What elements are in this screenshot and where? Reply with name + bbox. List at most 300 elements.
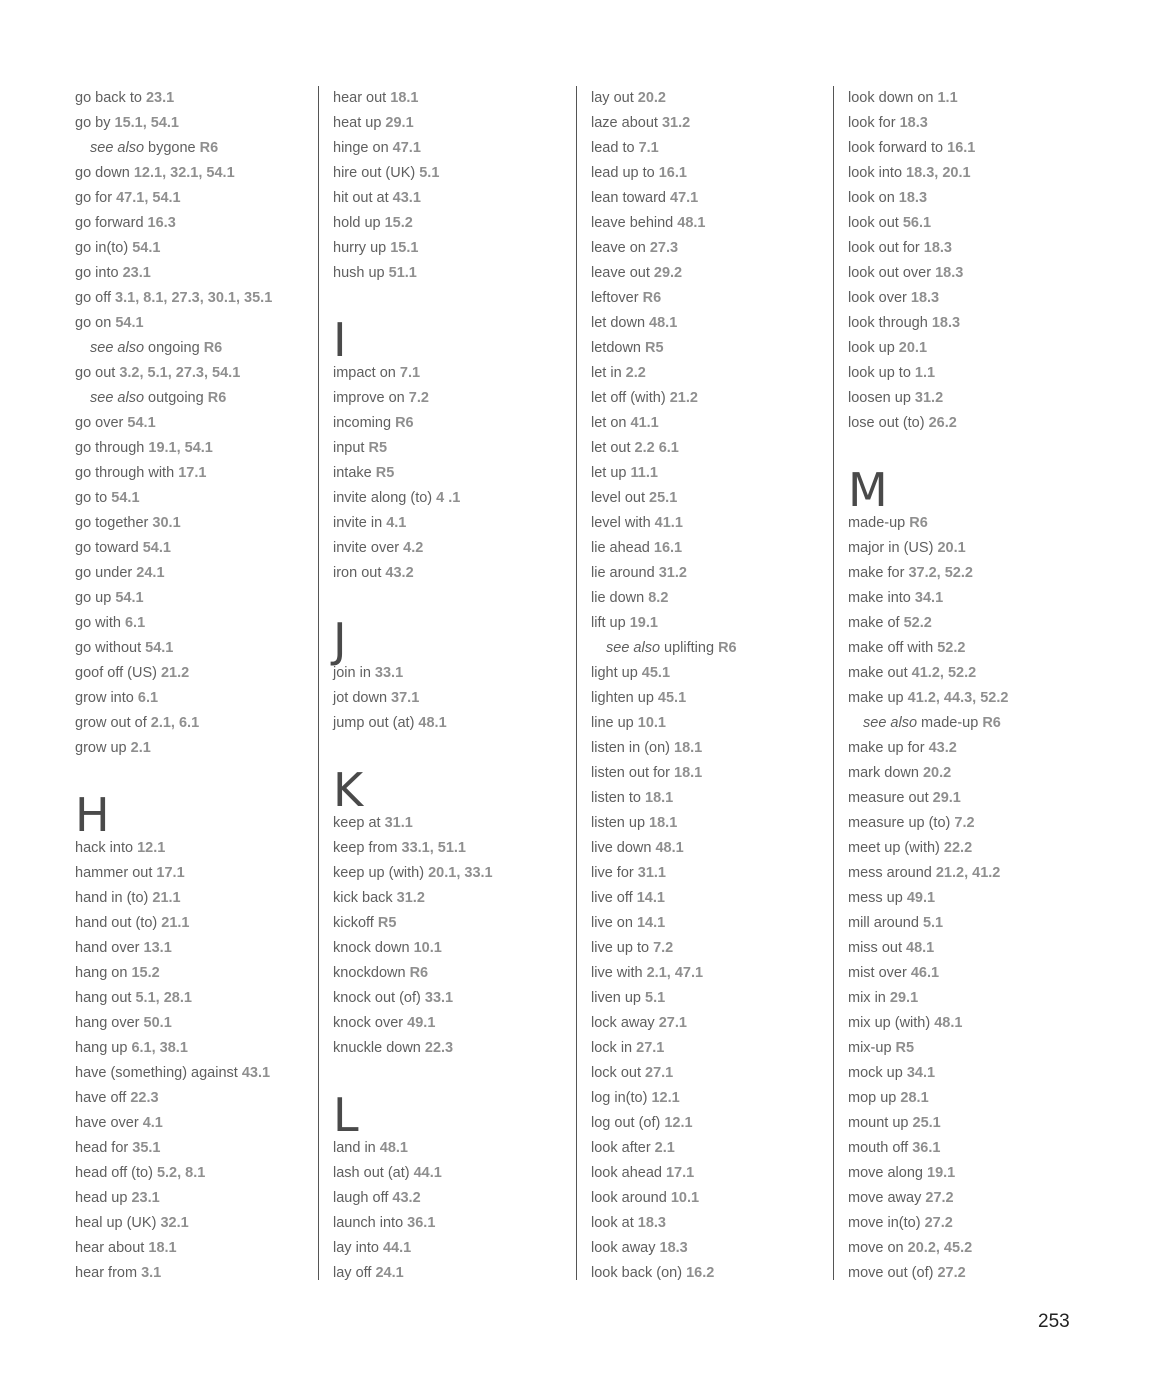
index-entry	[333, 1211, 563, 1236]
entry-references: 10.1	[637, 715, 666, 731]
entry-references: 37.2, 52.2	[908, 565, 973, 581]
index-entry	[75, 411, 305, 436]
entry-references: 6.1	[124, 615, 146, 631]
section-letter-heading: L	[333, 1088, 359, 1142]
entry-references: 37.1	[391, 690, 420, 706]
entry-references: 28.1	[900, 1090, 929, 1106]
entry-term: look after	[591, 1140, 655, 1156]
entry-term: leave out	[591, 265, 654, 281]
index-entry	[848, 636, 1078, 661]
index-entry	[591, 111, 821, 136]
entry-term: let out	[591, 440, 635, 456]
entry-term: go off	[75, 290, 116, 306]
index-entry	[591, 1211, 821, 1236]
index-entry	[848, 961, 1078, 986]
entry-references: 36.1	[407, 1215, 436, 1231]
see-also-label: see also	[606, 640, 665, 656]
entry-references: 25.1	[649, 490, 678, 506]
entry-references: 27.2	[937, 1265, 966, 1281]
entry-term: input	[333, 440, 369, 456]
entry-term: hear from	[75, 1265, 142, 1281]
index-entry	[75, 161, 305, 186]
entry-references: 18.1	[645, 790, 674, 806]
entry-term: knock down	[333, 940, 414, 956]
index-entry	[591, 611, 821, 636]
entry-references: 47.1	[392, 140, 421, 156]
entry-term: lie ahead	[591, 540, 654, 556]
entry-references: 45.1	[657, 690, 687, 706]
index-entry	[848, 1011, 1078, 1036]
entry-references: 54.1	[111, 490, 140, 506]
entry-term: look at	[591, 1215, 638, 1231]
entry-term: mop up	[848, 1090, 901, 1106]
index-entry	[848, 311, 1078, 336]
index-entry	[333, 486, 563, 511]
index-entry	[848, 911, 1078, 936]
entry-references: 1.1	[937, 90, 958, 106]
section-letter-heading: I	[333, 313, 347, 367]
entry-term: keep at	[333, 815, 385, 831]
entry-term: lose out (to)	[848, 415, 929, 431]
entry-term: bygone	[148, 140, 200, 156]
index-entry	[848, 736, 1078, 761]
entry-references: 18.3	[935, 265, 964, 281]
entry-references: 2.1	[130, 740, 151, 756]
entry-term: make into	[848, 590, 915, 606]
entry-term: invite in	[333, 515, 387, 531]
entry-term: move out (of)	[848, 1265, 938, 1281]
entry-references: R5	[368, 440, 388, 456]
entry-term: measure out	[848, 790, 933, 806]
index-column-4	[833, 86, 1078, 1280]
entry-term: live on	[591, 915, 637, 931]
index-entry	[333, 236, 563, 261]
entry-term: live with	[591, 965, 647, 981]
entry-term: mouth off	[848, 1140, 913, 1156]
index-entry	[848, 1261, 1078, 1286]
entry-term: head up	[75, 1190, 132, 1206]
index-entry	[591, 811, 821, 836]
entry-term: head for	[75, 1140, 133, 1156]
index-entry	[848, 1111, 1078, 1136]
index-column-1	[75, 86, 305, 1286]
entry-references: 43.1	[241, 1065, 271, 1081]
entry-term: make off with	[848, 640, 938, 656]
index-entry	[591, 911, 821, 936]
entry-term: listen in (on)	[591, 740, 675, 756]
entry-term: live off	[591, 890, 637, 906]
entry-references: 5.1	[645, 990, 666, 1006]
index-entry	[848, 86, 1078, 111]
index-entry	[848, 1061, 1078, 1086]
entry-term: outgoing	[148, 390, 208, 406]
index-entry	[591, 336, 821, 361]
entry-term: hang up	[75, 1040, 132, 1056]
entry-term: move on	[848, 1240, 908, 1256]
entry-term: hear about	[75, 1240, 149, 1256]
entry-references: 31.2	[658, 565, 687, 581]
entry-references: 48.1	[379, 1140, 408, 1156]
entry-term: lock in	[591, 1040, 637, 1056]
entry-references: 5.1	[922, 915, 944, 931]
entry-term: go on	[75, 315, 116, 331]
entry-term: grow into	[75, 690, 138, 706]
entry-term: major in (US)	[848, 540, 938, 556]
entry-references: 21.2	[160, 665, 190, 681]
index-entry	[848, 936, 1078, 961]
entry-references: 27.1	[636, 1040, 665, 1056]
index-entry	[848, 786, 1078, 811]
index-entry	[591, 561, 821, 586]
entry-references: 54.1	[132, 240, 161, 256]
entry-references: 48.1	[677, 215, 706, 231]
entry-term: knock over	[333, 1015, 408, 1031]
entry-references: 22.2	[943, 840, 973, 856]
entry-references: 52.2	[903, 615, 932, 631]
index-entry	[333, 86, 563, 111]
entry-references: 20.2	[922, 765, 952, 781]
entry-term: listen out for	[591, 765, 675, 781]
entry-references: 17.1	[178, 465, 207, 481]
index-entry	[848, 411, 1078, 436]
entry-term: leftover	[591, 290, 643, 306]
index-entry	[75, 736, 305, 761]
entry-references: 18.3, 20.1	[906, 165, 971, 181]
index-entry	[333, 836, 563, 861]
entry-references: 15.1, 54.1	[114, 115, 179, 131]
entry-term: mill around	[848, 915, 923, 931]
entry-term: let on	[591, 415, 631, 431]
entry-references: 10.1	[670, 1190, 700, 1206]
entry-references: 41.2, 44.3, 52.2	[907, 690, 1009, 706]
index-entry	[591, 511, 821, 536]
entry-term: live down	[591, 840, 656, 856]
entry-references: R5	[895, 1040, 915, 1056]
entry-term: go toward	[75, 540, 143, 556]
entry-references: 1.1	[914, 365, 936, 381]
entry-term: go forward	[75, 215, 148, 231]
entry-term: listen up	[591, 815, 650, 831]
entry-term: leave behind	[591, 215, 678, 231]
entry-term: incoming	[333, 415, 396, 431]
entry-references: 25.1	[912, 1115, 941, 1131]
section-spacer	[333, 586, 563, 611]
index-entry	[848, 886, 1078, 911]
entry-term: move away	[848, 1190, 926, 1206]
entry-term: look away	[591, 1240, 660, 1256]
see-also-label: see also	[90, 340, 149, 356]
entry-term: mark down	[848, 765, 923, 781]
index-entry	[75, 636, 305, 661]
index-entry	[591, 961, 821, 986]
index-entry	[333, 711, 563, 736]
index-entry	[591, 686, 821, 711]
entry-references: 26.2	[928, 415, 957, 431]
entry-references: 4.1	[142, 1115, 163, 1131]
entry-references: 20.1, 33.1	[428, 865, 493, 881]
entry-term: move along	[848, 1165, 927, 1181]
entry-term: move in(to)	[848, 1215, 925, 1231]
entry-references: 7.2	[408, 390, 429, 406]
entry-references: 8.2	[648, 590, 669, 606]
entry-term: go back to	[75, 90, 146, 106]
entry-references: 36.1	[912, 1140, 941, 1156]
entry-term: meet up (with)	[848, 840, 944, 856]
entry-term: letdown	[591, 340, 646, 356]
index-entry	[333, 886, 563, 911]
entry-term: look forward to	[848, 140, 948, 156]
entry-references: 5.1	[419, 165, 440, 181]
index-entry	[591, 986, 821, 1011]
entry-references: 17.1	[665, 1165, 695, 1181]
entry-references: 54.1	[127, 415, 156, 431]
index-entry	[591, 486, 821, 511]
entry-references: 31.2	[914, 390, 944, 406]
entry-term: log out (of)	[591, 1115, 665, 1131]
index-entry	[591, 886, 821, 911]
entry-term: look down on	[848, 90, 938, 106]
entry-term: grow out of	[75, 715, 151, 731]
entry-references: 12.1	[137, 840, 166, 856]
entry-term: look on	[848, 190, 899, 206]
entry-references: 5.1, 28.1	[135, 990, 192, 1006]
index-entry	[848, 836, 1078, 861]
index-entry	[591, 86, 821, 111]
index-entry	[333, 961, 563, 986]
entry-references: 18.1	[390, 90, 419, 106]
entry-term: log in(to)	[591, 1090, 652, 1106]
index-entry	[333, 936, 563, 961]
index-entry	[848, 136, 1078, 161]
entry-references: 27.2	[924, 1215, 953, 1231]
entry-term: level out	[591, 490, 650, 506]
entry-references: 29.1	[932, 790, 961, 806]
index-entry	[591, 936, 821, 961]
entry-references: 48.1	[934, 1015, 963, 1031]
entry-term: lighten up	[591, 690, 658, 706]
entry-references: 22.3	[424, 1040, 454, 1056]
entry-references: 18.1	[148, 1240, 177, 1256]
entry-term: kick back	[333, 890, 397, 906]
entry-references: 41.1	[630, 415, 659, 431]
index-entry	[333, 411, 563, 436]
entry-references: 4.1	[386, 515, 407, 531]
index-entry	[848, 336, 1078, 361]
index-entry	[591, 761, 821, 786]
index-entry	[333, 386, 563, 411]
index-entry	[848, 186, 1078, 211]
index-entry	[333, 1136, 563, 1161]
entry-references: 48.1	[418, 715, 447, 731]
entry-term: lie down	[591, 590, 649, 606]
entry-term: go through	[75, 440, 149, 456]
entry-term: mix up (with)	[848, 1015, 935, 1031]
index-entry	[848, 536, 1078, 561]
index-entry	[333, 1036, 563, 1061]
entry-term: have (something) against	[75, 1065, 242, 1081]
index-entry	[591, 1036, 821, 1061]
index-entry	[848, 586, 1078, 611]
entry-term: look out for	[848, 240, 924, 256]
index-column-2	[318, 86, 563, 1280]
entry-term: hit out at	[333, 190, 393, 206]
entry-term: hammer out	[75, 865, 157, 881]
entry-term: light up	[591, 665, 642, 681]
entry-references: 19.1, 54.1	[148, 440, 213, 456]
entry-references: 29.2	[653, 265, 683, 281]
entry-references: R6	[203, 340, 223, 356]
entry-references: 4 .1	[436, 490, 461, 506]
index-entry	[333, 261, 563, 286]
entry-term: mount up	[848, 1115, 913, 1131]
entry-term: look into	[848, 165, 907, 181]
index-entry	[333, 861, 563, 886]
entry-references: 10.1	[413, 940, 442, 956]
index-entry	[591, 1261, 821, 1286]
entry-references: 11.1	[630, 465, 658, 481]
index-entry	[75, 1211, 305, 1236]
entry-term: go under	[75, 565, 137, 581]
index-entry	[75, 886, 305, 911]
entry-term: goof off (US)	[75, 665, 161, 681]
entry-references: 27.1	[658, 1015, 687, 1031]
entry-references: 18.1	[649, 815, 678, 831]
page-number: 253	[1038, 1311, 1070, 1332]
entry-references: 34.1	[914, 590, 944, 606]
entry-references: 16.3	[147, 215, 176, 231]
entry-references: R6	[395, 415, 414, 431]
entry-term: look back (on)	[591, 1265, 687, 1281]
index-entry	[333, 1186, 563, 1211]
entry-term: impact on	[333, 365, 400, 381]
entry-term: look over	[848, 290, 911, 306]
entry-term: hand over	[75, 940, 144, 956]
entry-term: mess up	[848, 890, 907, 906]
entry-term: lift up	[591, 615, 630, 631]
entry-references: 27.2	[925, 1190, 954, 1206]
entry-term: made-up	[848, 515, 910, 531]
entry-references: 19.1	[629, 615, 658, 631]
index-entry	[333, 461, 563, 486]
index-entry	[75, 1011, 305, 1036]
index-entry	[333, 1236, 563, 1261]
section-spacer	[333, 1061, 563, 1086]
index-entry	[848, 236, 1078, 261]
index-entry	[75, 1261, 305, 1286]
entry-term: look out over	[848, 265, 936, 281]
entry-term: let down	[591, 315, 650, 331]
entry-references: R6	[199, 140, 219, 156]
entry-term: look up to	[848, 365, 915, 381]
entry-term: laugh off	[333, 1190, 393, 1206]
index-entry	[591, 1111, 821, 1136]
entry-references: 31.1	[637, 865, 666, 881]
index-cross-reference	[75, 386, 305, 411]
entry-references: 12.1, 32.1, 54.1	[133, 165, 235, 181]
entry-term: have off	[75, 1090, 131, 1106]
entry-references: 44.1	[413, 1165, 442, 1181]
entry-references: 15.1	[390, 240, 419, 256]
entry-term: lead up to	[591, 165, 659, 181]
entry-references: 18.3	[898, 190, 928, 206]
entry-term: hack into	[75, 840, 138, 856]
index-entry	[848, 1186, 1078, 1211]
index-entry	[591, 1186, 821, 1211]
index-entry	[591, 461, 821, 486]
section-spacer	[848, 436, 1078, 461]
index-entry	[848, 361, 1078, 386]
entry-references: 41.2, 52.2	[911, 665, 977, 681]
index-entry	[591, 661, 821, 686]
see-also-label: see also	[90, 140, 149, 156]
entry-term: go without	[75, 640, 146, 656]
entry-term: land in	[333, 1140, 380, 1156]
entry-term: uplifting	[664, 640, 719, 656]
entry-references: R5	[375, 465, 395, 481]
index-cross-reference	[75, 336, 305, 361]
entry-references: 23.1	[131, 1190, 160, 1206]
index-entry	[75, 711, 305, 736]
section-spacer	[75, 761, 305, 786]
index-entry	[591, 161, 821, 186]
entry-references: 20.1	[898, 340, 928, 356]
entry-term: mix-up	[848, 1040, 896, 1056]
index-entry	[848, 111, 1078, 136]
entry-references: 21.2, 41.2	[935, 865, 1001, 881]
index-entry	[591, 236, 821, 261]
index-entry	[591, 136, 821, 161]
entry-term: keep from	[333, 840, 402, 856]
index-entry	[848, 861, 1078, 886]
entry-references: 27.1	[645, 1065, 674, 1081]
entry-term: hang out	[75, 990, 136, 1006]
index-entry	[591, 711, 821, 736]
entry-term: look around	[591, 1190, 671, 1206]
entry-references: 7.2	[954, 815, 975, 831]
entry-references: 3.1, 8.1, 27.3, 30.1, 35.1	[115, 290, 273, 306]
index-entry	[75, 611, 305, 636]
index-entry	[591, 211, 821, 236]
index-entry	[75, 686, 305, 711]
index-entry	[75, 436, 305, 461]
index-entry	[333, 361, 563, 386]
entry-references: 54.1	[115, 590, 144, 606]
index-entry	[848, 611, 1078, 636]
entry-references: 2.2 6.1	[634, 440, 679, 456]
entry-references: 6.1, 38.1	[131, 1040, 188, 1056]
index-entry	[591, 861, 821, 886]
index-entry	[75, 661, 305, 686]
entry-term: knuckle down	[333, 1040, 425, 1056]
entry-references: 7.2	[653, 940, 674, 956]
entry-references: 15.2	[384, 215, 413, 231]
index-cross-reference	[591, 636, 821, 661]
entry-references: 24.1	[375, 1265, 404, 1281]
index-entry	[333, 186, 563, 211]
entry-references: 29.1	[889, 990, 919, 1006]
index-entry	[848, 1136, 1078, 1161]
index-entry	[75, 836, 305, 861]
entry-references: 22.3	[130, 1090, 159, 1106]
index-entry	[75, 961, 305, 986]
index-entry	[75, 1186, 305, 1211]
entry-references: 18.3	[659, 1240, 688, 1256]
entry-references: 43.2	[928, 740, 957, 756]
index-entry	[848, 386, 1078, 411]
entry-term: go together	[75, 515, 153, 531]
entry-term: go to	[75, 490, 112, 506]
entry-term: look ahead	[591, 1165, 666, 1181]
